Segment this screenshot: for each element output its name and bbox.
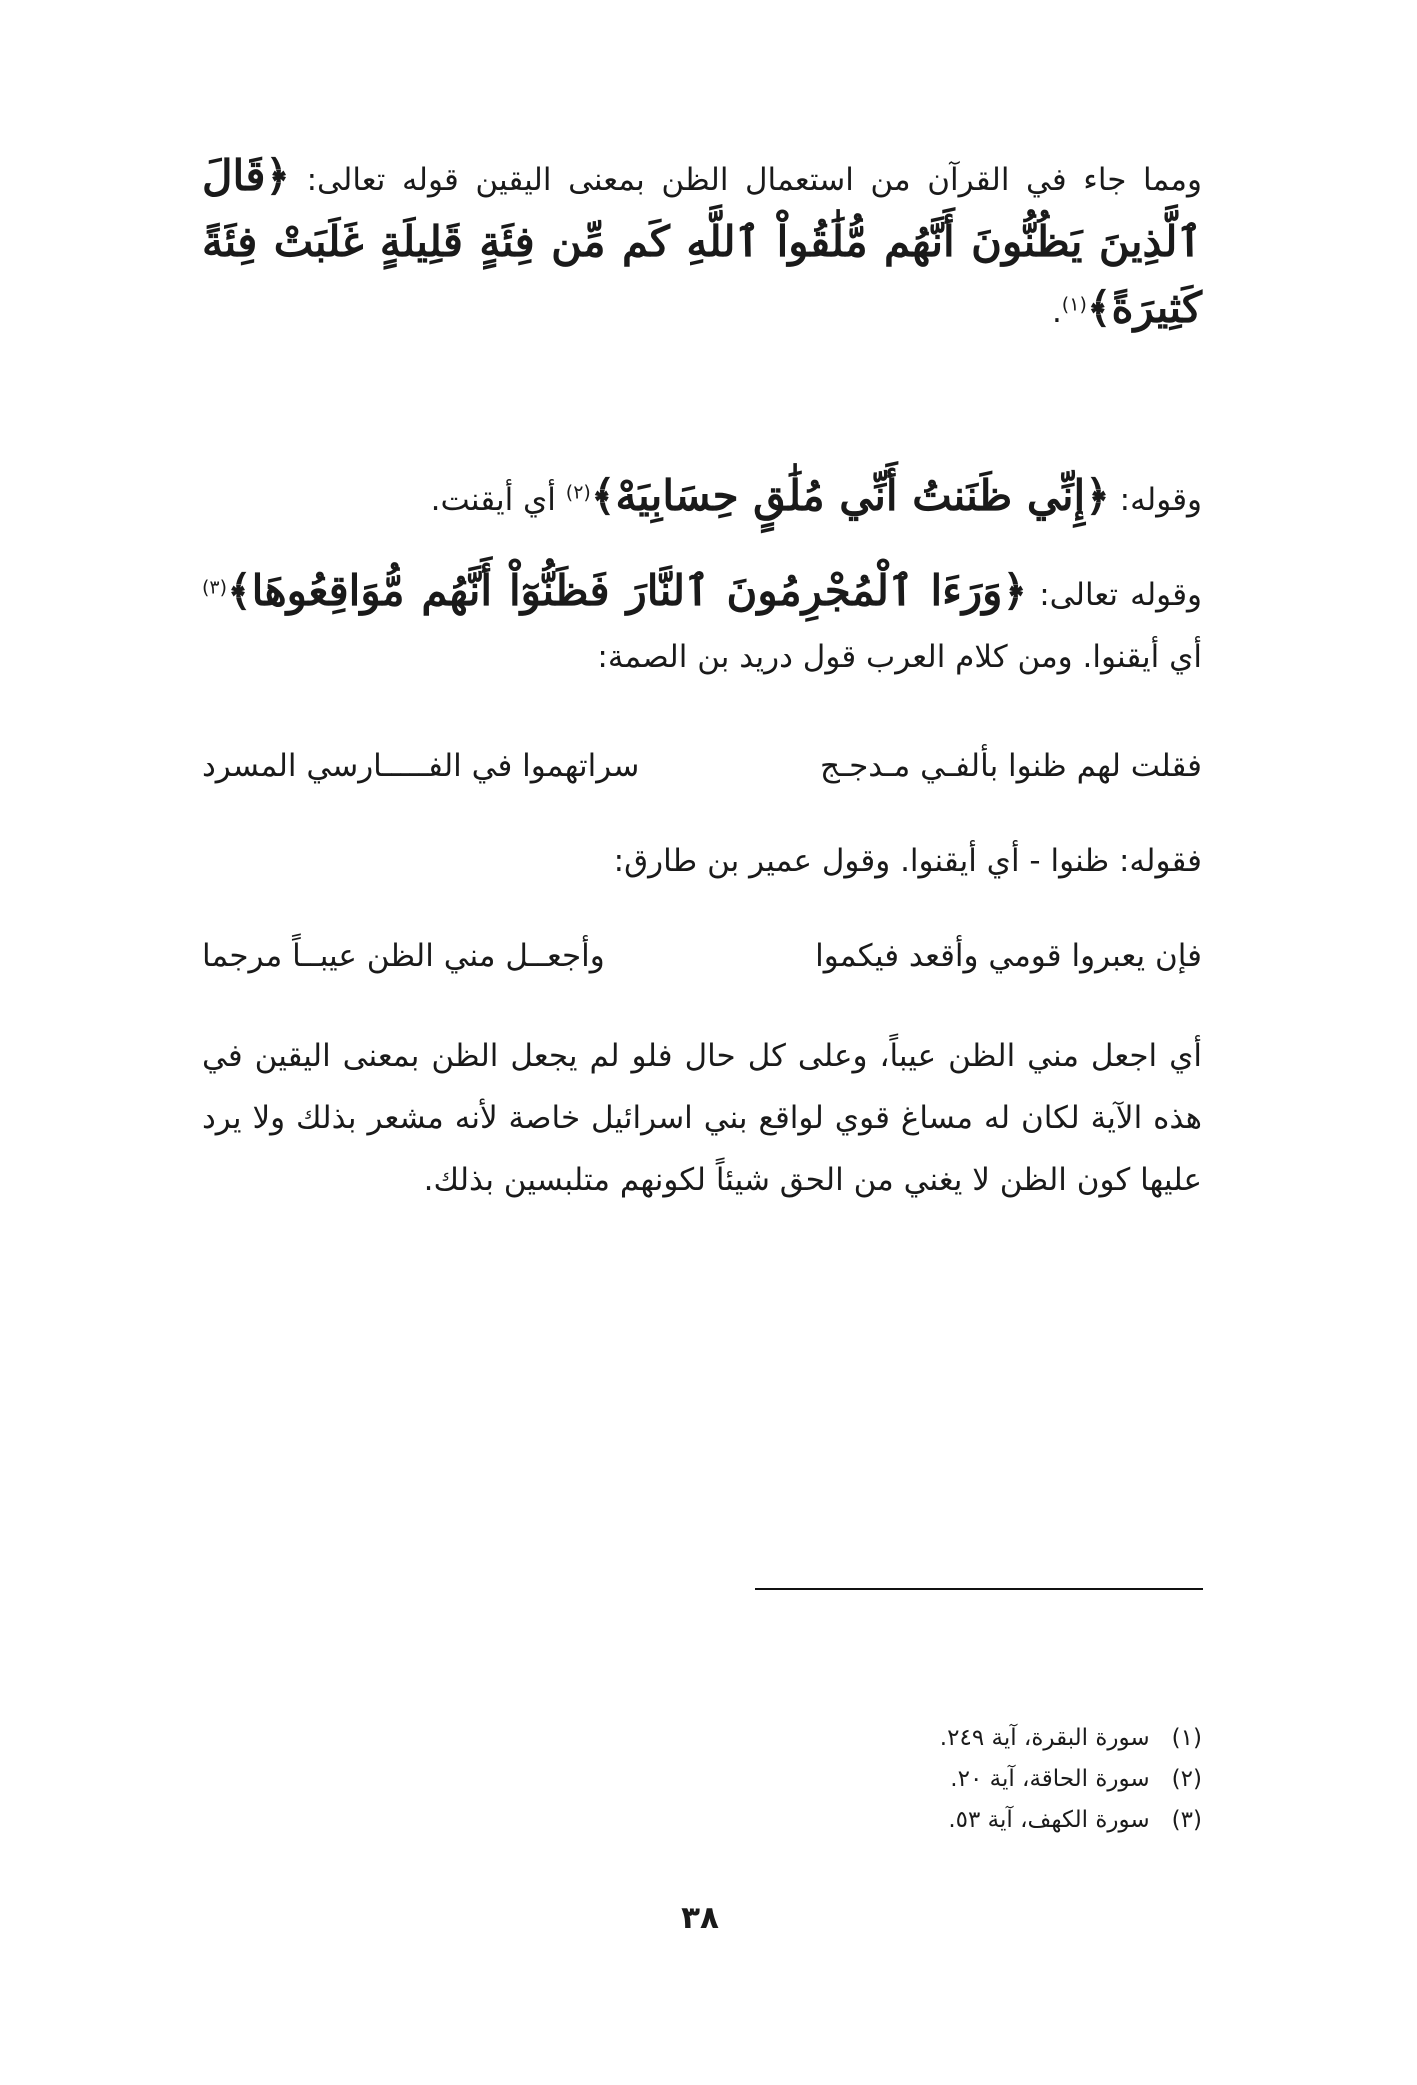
paragraph-text: أي اجعل مني الظن عيباً، وعلى كل حال فلو لم يجعل الظن بمعنى اليقين في هذه الآية لكان له مساغ قوي لواقع بني اسرائيل خاصة لأنه مشعر بذلك ولا يرد عليها كون الظن لا يغني من الحق شيئاً لكونهم متلبسين بذلك. [202, 1038, 1202, 1198]
paragraph-end: . [1051, 294, 1062, 330]
poem-hemistich-right: فإن يعبروا قومي وأقعد فيكموا [815, 938, 1202, 974]
footnote-divider [755, 1588, 1203, 1590]
poem-hemistich-left: وأجعــل مني الظن عيبــاً مرجما [202, 938, 605, 974]
footnotes [702, 1718, 1202, 1841]
paragraph-conclusion [202, 1025, 1202, 1211]
paragraph-intro: ومما جاء في القرآن من استعمال الظن بمعنى اليقين قوله تعالى: [290, 162, 1202, 198]
footnote-number: (١) [1171, 1725, 1202, 1751]
poem-hemistich-right: فقلت لهم ظنوا بألفـي مـدجـج [820, 748, 1202, 784]
poem-line-umayr [202, 925, 1202, 987]
quran-verse-kahf: ﴿وَرَءَا ٱلْمُجْرِمُونَ ٱلنَّارَ فَظَنُّوٓاْ أَنَّهُم مُّوَاقِعُوهَا﴾ [227, 566, 1028, 615]
paragraph-intro: وقوله: [1109, 482, 1202, 518]
footnote-ref-3: (٣) [202, 576, 228, 599]
page-number: ٣٨ [681, 1900, 719, 1936]
paragraph-end: أي أيقنوا. ومن كلام العرب قول دريد بن الصمة: [597, 639, 1202, 675]
footnote-item [702, 1759, 1202, 1800]
footnote-text: سورة الكهف، آية ٥٣. [948, 1807, 1150, 1833]
paragraph-intro: وقوله تعالى: [1027, 577, 1202, 613]
footnote-item [702, 1718, 1202, 1759]
footnote-number: (٢) [1171, 1766, 1202, 1792]
paragraph-text: فقوله: ظنوا - أي أيقنوا. وقول عمير بن طارق: [613, 843, 1202, 879]
quran-verse-baqarah: ﴿قَالَ ٱلَّذِينَ يَظُنُّونَ أَنَّهُم مُّلَٰقُواْ ٱللَّهِ كَم مِّن فِئَةٍ قَلِيلَةٍ غَلَبَتْ فِئَةً كَثِيرَةً﴾ [202, 151, 1202, 332]
paragraph-quran-haqqah [202, 465, 1202, 531]
poem-line-durayd [202, 735, 1202, 797]
footnote-number: (٣) [1171, 1807, 1202, 1833]
footnote-ref-1: (١) [1061, 293, 1087, 316]
paragraph-quran-baqarah [202, 145, 1202, 343]
paragraph-commentary [202, 830, 1202, 892]
quran-verse-haqqah: ﴿إِنِّي ظَنَنتُ أَنِّي مُلَٰقٍ حِسَابِيَهْ﴾ [590, 471, 1110, 520]
poem-hemistich-left: سراتهموا في الفـــــارسي المسرد [202, 748, 640, 784]
footnote-item [702, 1800, 1202, 1841]
footnote-text: سورة الحاقة، آية ٢٠. [950, 1766, 1150, 1792]
paragraph-end: أي أيقنت. [430, 482, 566, 518]
footnote-text: سورة البقرة، آية ٢٤٩. [939, 1725, 1150, 1751]
footnote-ref-2: (٢) [565, 481, 591, 504]
paragraph-quran-kahf [202, 560, 1202, 688]
